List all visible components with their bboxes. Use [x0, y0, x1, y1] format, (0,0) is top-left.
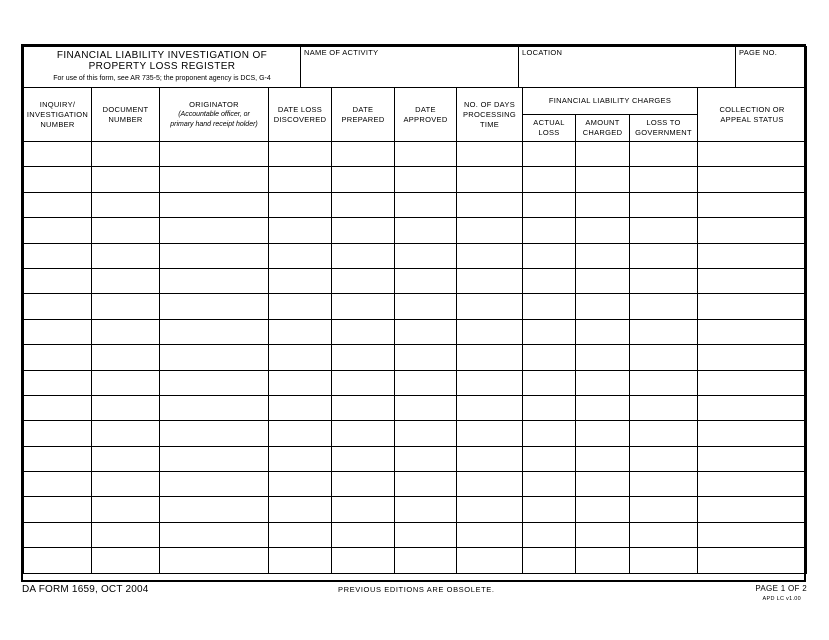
cell-actual-loss[interactable]	[523, 319, 576, 344]
col-amount-charged: AMOUNT CHARGED	[576, 115, 630, 142]
name-of-activity-label: NAME OF ACTIVITY	[304, 48, 379, 57]
cell-days-processing[interactable]	[457, 421, 523, 446]
cell-collection-status[interactable]	[698, 319, 807, 344]
col-actual-loss: ACTUAL LOSS	[523, 115, 576, 142]
col-date-loss-discovered: DATE LOSS DISCOVERED	[269, 88, 332, 142]
cell-days-processing[interactable]	[457, 548, 523, 573]
cell-date-loss-discovered[interactable]	[269, 446, 332, 471]
cell-date-approved[interactable]	[395, 192, 457, 217]
cell-date-prepared[interactable]	[332, 370, 395, 395]
form-frame	[21, 44, 806, 582]
cell-originator[interactable]	[160, 142, 269, 167]
cell-originator[interactable]	[160, 497, 269, 522]
cell-document-number[interactable]	[92, 395, 160, 420]
cell-date-prepared[interactable]	[332, 497, 395, 522]
cell-document-number[interactable]	[92, 446, 160, 471]
cell-date-loss-discovered[interactable]	[269, 294, 332, 319]
cell-amount-charged[interactable]	[576, 294, 630, 319]
cell-originator[interactable]	[160, 395, 269, 420]
cell-document-number[interactable]	[92, 167, 160, 192]
table-row	[24, 294, 807, 319]
cell-collection-status[interactable]	[698, 218, 807, 243]
cell-actual-loss[interactable]	[523, 395, 576, 420]
cell-loss-to-government[interactable]	[630, 421, 698, 446]
form-header	[23, 46, 807, 88]
cell-collection-status[interactable]	[698, 268, 807, 293]
cell-amount-charged[interactable]	[576, 370, 630, 395]
cell-document-number[interactable]	[92, 142, 160, 167]
col-collection-status: COLLECTION OR APPEAL STATUS	[698, 88, 807, 142]
cell-loss-to-government[interactable]	[630, 548, 698, 573]
table-row	[24, 472, 807, 497]
col-date-approved: DATE APPROVED	[395, 88, 457, 142]
cell-originator[interactable]	[160, 522, 269, 547]
cell-loss-to-government[interactable]	[630, 497, 698, 522]
cell-inquiry-number[interactable]	[24, 497, 92, 522]
cell-date-loss-discovered[interactable]	[269, 319, 332, 344]
cell-days-processing[interactable]	[457, 294, 523, 319]
cell-originator[interactable]	[160, 319, 269, 344]
cell-collection-status[interactable]	[698, 243, 807, 268]
col-originator: ORIGINATOR (Accountable officer, or primary hand receipt holder)	[160, 88, 269, 142]
cell-date-approved[interactable]	[395, 522, 457, 547]
cell-amount-charged[interactable]	[576, 395, 630, 420]
cell-date-loss-discovered[interactable]	[269, 192, 332, 217]
cell-date-prepared[interactable]	[332, 218, 395, 243]
cell-days-processing[interactable]	[457, 319, 523, 344]
cell-document-number[interactable]	[92, 421, 160, 446]
table-row	[24, 192, 807, 217]
cell-date-approved[interactable]	[395, 268, 457, 293]
cell-inquiry-number[interactable]	[24, 548, 92, 573]
table-row	[24, 446, 807, 471]
cell-date-approved[interactable]	[395, 446, 457, 471]
cell-date-prepared[interactable]	[332, 548, 395, 573]
cell-inquiry-number[interactable]	[24, 446, 92, 471]
cell-date-prepared[interactable]	[332, 345, 395, 370]
cell-document-number[interactable]	[92, 497, 160, 522]
cell-document-number[interactable]	[92, 268, 160, 293]
cell-inquiry-number[interactable]	[24, 268, 92, 293]
cell-date-approved[interactable]	[395, 218, 457, 243]
cell-amount-charged[interactable]	[576, 319, 630, 344]
cell-actual-loss[interactable]	[523, 142, 576, 167]
table-row	[24, 345, 807, 370]
cell-loss-to-government[interactable]	[630, 395, 698, 420]
cell-date-approved[interactable]	[395, 167, 457, 192]
cell-date-prepared[interactable]	[332, 421, 395, 446]
cell-days-processing[interactable]	[457, 345, 523, 370]
cell-amount-charged[interactable]	[576, 446, 630, 471]
cell-days-processing[interactable]	[457, 142, 523, 167]
cell-actual-loss[interactable]	[523, 548, 576, 573]
cell-collection-status[interactable]	[698, 167, 807, 192]
cell-loss-to-government[interactable]	[630, 370, 698, 395]
cell-date-approved[interactable]	[395, 421, 457, 446]
cell-collection-status[interactable]	[698, 522, 807, 547]
cell-date-prepared[interactable]	[332, 446, 395, 471]
cell-loss-to-government[interactable]	[630, 345, 698, 370]
cell-originator[interactable]	[160, 218, 269, 243]
cell-date-prepared[interactable]	[332, 192, 395, 217]
form-title-line1: FINANCIAL LIABILITY INVESTIGATION OF	[56, 50, 268, 61]
cell-loss-to-government[interactable]	[630, 167, 698, 192]
cell-loss-to-government[interactable]	[630, 268, 698, 293]
cell-date-approved[interactable]	[395, 548, 457, 573]
register-table	[23, 87, 807, 574]
cell-days-processing[interactable]	[457, 218, 523, 243]
cell-date-loss-discovered[interactable]	[269, 268, 332, 293]
cell-inquiry-number[interactable]	[24, 192, 92, 217]
cell-actual-loss[interactable]	[523, 268, 576, 293]
cell-amount-charged[interactable]	[576, 243, 630, 268]
cell-inquiry-number[interactable]	[24, 522, 92, 547]
cell-actual-loss[interactable]	[523, 522, 576, 547]
cell-amount-charged[interactable]	[576, 142, 630, 167]
cell-originator[interactable]	[160, 472, 269, 497]
cell-document-number[interactable]	[92, 370, 160, 395]
cell-date-prepared[interactable]	[332, 395, 395, 420]
cell-document-number[interactable]	[92, 319, 160, 344]
cell-actual-loss[interactable]	[523, 370, 576, 395]
form-id: DA FORM 1659, OCT 2004	[22, 584, 149, 595]
cell-date-loss-discovered[interactable]	[269, 370, 332, 395]
cell-loss-to-government[interactable]	[630, 142, 698, 167]
cell-days-processing[interactable]	[457, 192, 523, 217]
form-subtitle: For use of this form, see AR 735-5; the proponent agency is DCS, G-4	[53, 75, 271, 82]
cell-date-approved[interactable]	[395, 243, 457, 268]
cell-loss-to-government[interactable]	[630, 192, 698, 217]
cell-inquiry-number[interactable]	[24, 345, 92, 370]
cell-collection-status[interactable]	[698, 370, 807, 395]
cell-inquiry-number[interactable]	[24, 370, 92, 395]
version-label: APD LC v1.00	[762, 596, 801, 602]
cell-loss-to-government[interactable]	[630, 243, 698, 268]
cell-loss-to-government[interactable]	[630, 319, 698, 344]
cell-collection-status[interactable]	[698, 294, 807, 319]
cell-originator[interactable]	[160, 446, 269, 471]
cell-document-number[interactable]	[92, 548, 160, 573]
cell-amount-charged[interactable]	[576, 218, 630, 243]
cell-document-number[interactable]	[92, 294, 160, 319]
cell-date-approved[interactable]	[395, 370, 457, 395]
cell-date-prepared[interactable]	[332, 319, 395, 344]
cell-document-number[interactable]	[92, 345, 160, 370]
table-row	[24, 268, 807, 293]
cell-actual-loss[interactable]	[523, 421, 576, 446]
cell-originator[interactable]	[160, 192, 269, 217]
cell-collection-status[interactable]	[698, 472, 807, 497]
cell-originator[interactable]	[160, 243, 269, 268]
cell-days-processing[interactable]	[457, 497, 523, 522]
cell-date-prepared[interactable]	[332, 142, 395, 167]
cell-loss-to-government[interactable]	[630, 522, 698, 547]
editions-notice: PREVIOUS EDITIONS ARE OBSOLETE.	[338, 585, 495, 594]
cell-days-processing[interactable]	[457, 522, 523, 547]
name-of-activity-field[interactable]	[301, 47, 519, 88]
cell-actual-loss[interactable]	[523, 167, 576, 192]
cell-date-loss-discovered[interactable]	[269, 421, 332, 446]
cell-inquiry-number[interactable]	[24, 218, 92, 243]
cell-amount-charged[interactable]	[576, 167, 630, 192]
cell-loss-to-government[interactable]	[630, 218, 698, 243]
title-block	[24, 47, 301, 88]
cell-amount-charged[interactable]	[576, 268, 630, 293]
col-loss-to-government: LOSS TO GOVERNMENT	[630, 115, 698, 142]
cell-originator[interactable]	[160, 345, 269, 370]
cell-date-loss-discovered[interactable]	[269, 395, 332, 420]
cell-inquiry-number[interactable]	[24, 395, 92, 420]
cell-document-number[interactable]	[92, 192, 160, 217]
cell-collection-status[interactable]	[698, 395, 807, 420]
cell-date-loss-discovered[interactable]	[269, 472, 332, 497]
cell-collection-status[interactable]	[698, 192, 807, 217]
cell-collection-status[interactable]	[698, 548, 807, 573]
cell-inquiry-number[interactable]	[24, 142, 92, 167]
col-days-processing: NO. OF DAYS PROCESSING TIME	[457, 88, 523, 142]
cell-date-prepared[interactable]	[332, 268, 395, 293]
cell-originator[interactable]	[160, 167, 269, 192]
cell-originator[interactable]	[160, 548, 269, 573]
table-row	[24, 548, 807, 573]
cell-actual-loss[interactable]	[523, 218, 576, 243]
cell-date-prepared[interactable]	[332, 243, 395, 268]
col-inquiry-number: INQUIRY/ INVESTIGATION NUMBER	[24, 88, 92, 142]
cell-date-approved[interactable]	[395, 395, 457, 420]
cell-date-prepared[interactable]	[332, 294, 395, 319]
cell-actual-loss[interactable]	[523, 192, 576, 217]
cell-days-processing[interactable]	[457, 243, 523, 268]
cell-days-processing[interactable]	[457, 370, 523, 395]
table-row	[24, 167, 807, 192]
cell-originator[interactable]	[160, 370, 269, 395]
cell-actual-loss[interactable]	[523, 243, 576, 268]
cell-days-processing[interactable]	[457, 167, 523, 192]
cell-amount-charged[interactable]	[576, 192, 630, 217]
cell-days-processing[interactable]	[457, 268, 523, 293]
cell-actual-loss[interactable]	[523, 345, 576, 370]
table-row	[24, 218, 807, 243]
cell-document-number[interactable]	[92, 522, 160, 547]
page-count: PAGE 1 OF 2	[755, 584, 807, 593]
cell-amount-charged[interactable]	[576, 345, 630, 370]
cell-inquiry-number[interactable]	[24, 472, 92, 497]
register-rows	[24, 142, 807, 574]
cell-actual-loss[interactable]	[523, 472, 576, 497]
cell-loss-to-government[interactable]	[630, 472, 698, 497]
cell-date-prepared[interactable]	[332, 522, 395, 547]
cell-document-number[interactable]	[92, 472, 160, 497]
page-no-label: PAGE NO.	[739, 48, 778, 57]
cell-inquiry-number[interactable]	[24, 243, 92, 268]
cell-collection-status[interactable]	[698, 421, 807, 446]
cell-date-approved[interactable]	[395, 345, 457, 370]
cell-date-loss-discovered[interactable]	[269, 345, 332, 370]
cell-collection-status[interactable]	[698, 497, 807, 522]
cell-loss-to-government[interactable]	[630, 446, 698, 471]
cell-amount-charged[interactable]	[576, 522, 630, 547]
cell-inquiry-number[interactable]	[24, 421, 92, 446]
page-no-field[interactable]	[736, 47, 807, 88]
cell-document-number[interactable]	[92, 218, 160, 243]
cell-collection-status[interactable]	[698, 142, 807, 167]
cell-date-loss-discovered[interactable]	[269, 243, 332, 268]
location-field[interactable]	[519, 47, 736, 88]
cell-originator[interactable]	[160, 421, 269, 446]
cell-actual-loss[interactable]	[523, 497, 576, 522]
cell-actual-loss[interactable]	[523, 446, 576, 471]
table-row	[24, 421, 807, 446]
cell-date-approved[interactable]	[395, 294, 457, 319]
cell-document-number[interactable]	[92, 243, 160, 268]
cell-date-prepared[interactable]	[332, 167, 395, 192]
col-group-financial-liability-charges: FINANCIAL LIABILITY CHARGES	[523, 88, 698, 115]
cell-date-prepared[interactable]	[332, 472, 395, 497]
cell-date-approved[interactable]	[395, 142, 457, 167]
cell-date-approved[interactable]	[395, 472, 457, 497]
table-row	[24, 370, 807, 395]
table-row	[24, 319, 807, 344]
cell-date-loss-discovered[interactable]	[269, 522, 332, 547]
cell-date-loss-discovered[interactable]	[269, 218, 332, 243]
cell-collection-status[interactable]	[698, 345, 807, 370]
cell-originator[interactable]	[160, 268, 269, 293]
cell-inquiry-number[interactable]	[24, 167, 92, 192]
cell-inquiry-number[interactable]	[24, 294, 92, 319]
table-row	[24, 395, 807, 420]
cell-date-loss-discovered[interactable]	[269, 167, 332, 192]
table-row	[24, 243, 807, 268]
cell-amount-charged[interactable]	[576, 497, 630, 522]
cell-loss-to-government[interactable]	[630, 294, 698, 319]
cell-date-loss-discovered[interactable]	[269, 142, 332, 167]
cell-date-loss-discovered[interactable]	[269, 497, 332, 522]
cell-collection-status[interactable]	[698, 446, 807, 471]
table-row	[24, 522, 807, 547]
cell-inquiry-number[interactable]	[24, 319, 92, 344]
cell-days-processing[interactable]	[457, 446, 523, 471]
cell-amount-charged[interactable]	[576, 548, 630, 573]
cell-originator[interactable]	[160, 294, 269, 319]
cell-amount-charged[interactable]	[576, 421, 630, 446]
cell-date-loss-discovered[interactable]	[269, 548, 332, 573]
col-date-prepared: DATE PREPARED	[332, 88, 395, 142]
location-label: LOCATION	[522, 48, 563, 57]
cell-actual-loss[interactable]	[523, 294, 576, 319]
cell-amount-charged[interactable]	[576, 472, 630, 497]
cell-days-processing[interactable]	[457, 395, 523, 420]
cell-date-approved[interactable]	[395, 497, 457, 522]
form-title-line2: PROPERTY LOSS REGISTER	[88, 61, 236, 72]
table-row	[24, 497, 807, 522]
cell-days-processing[interactable]	[457, 472, 523, 497]
cell-date-approved[interactable]	[395, 319, 457, 344]
table-row	[24, 142, 807, 167]
col-document-number: DOCUMENT NUMBER	[92, 88, 160, 142]
